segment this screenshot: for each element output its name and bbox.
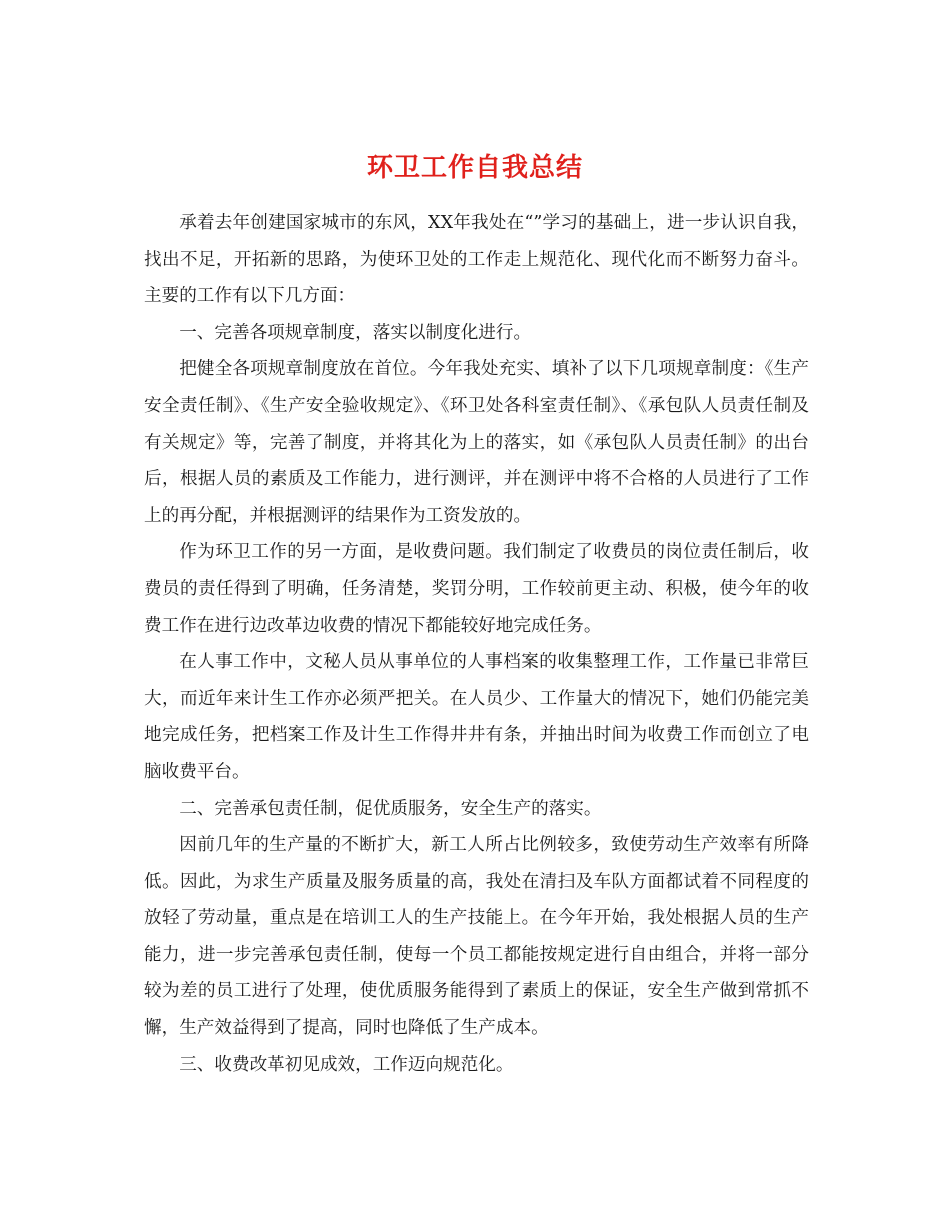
section-heading-3: 三、收费改革初见成效，工作迈向规范化。 [179, 1054, 514, 1075]
paragraph-fees: 作为环卫工作的另一方面，是收费问题。我们制定了收费员的岗位责任制后，收费员的责任得到了明确，任务清楚，奖罚分明，工作较前更主动、积极，使今年的收费工作在进行边改革边收费的情况下都能较好地完成任务。 [144, 542, 809, 636]
paragraph-intro: 承着去年创建国家城市的东风，XX年我处在“”学习的基础上，进一步认识自我，找出不足，开拓新的思路，为使环卫处的工作走上规范化、现代化而不断努力奋斗。主要的工作有以下几方面： [144, 213, 809, 307]
document-title: 环卫工作自我总结 [366, 153, 583, 184]
paragraph-personnel: 在人事工作中，文秘人员从事单位的人事档案的收集整理工作，工作量已非常巨大，而近年来计生工作亦必须严把关。在人员少、工作量大的情况下，她们仍能完美地完成任务，把档案工作及计生工作得井井有条，并抽出时间为收费工作而创立了电脑收费平台。 [144, 652, 809, 782]
section-heading-2: 二、完善承包责任制，促优质服务，安全生产的落实。 [179, 798, 602, 819]
document-body [144, 205, 809, 1083]
section-heading-1: 一、完善各项规章制度，落实以制度化进行。 [179, 322, 532, 343]
paragraph-contract-responsibility: 因前几年的生产量的不断扩大，新工人所占比例较多，致使劳动生产效率有所降低。因此，为求生产质量及服务质量的高，我处在清扫及车队方面都试着不同程度的放轻了劳动量，重点是在培训工人的生产技能上。在今年开始，我处根据人员的生产能力，进一步完善承包责任制，使每一个员工都能按规定进行自由组合，并将一部分较为差的员工进行了处理，使优质服务能得到了素质上的保证，安全生产做到常抓不懈，生产效益得到了提高，同时也降低了生产成本。 [144, 835, 809, 1039]
paragraph-regulations: 把健全各项规章制度放在首位。今年我处充实、填补了以下几项规章制度：《生产安全责任制》、《生产安全验收规定》、《环卫处各科室责任制》、《承包队人员责任制及有关规定》等，完善了制度，并将其化为上的落实，如《承包队人员责任制》的出台后，根据人员的素质及工作能力，进行测评，并在测评中将不合格的人员进行了工作上的再分配，并根据测评的结果作为工资发放的。 [144, 359, 809, 526]
